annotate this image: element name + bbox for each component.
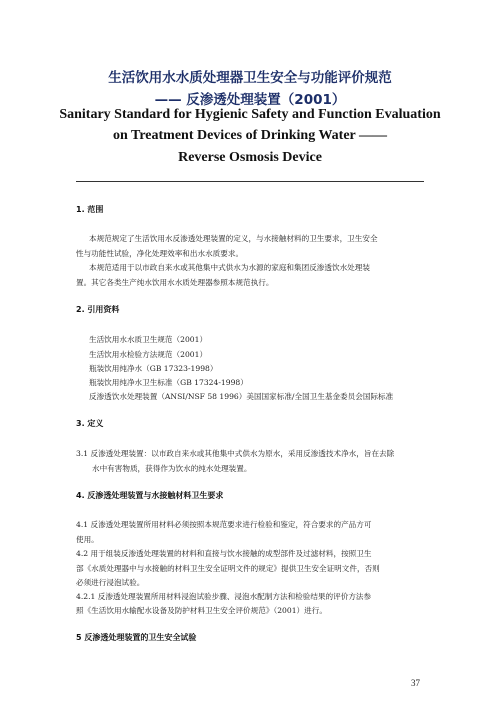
reference-item: 瓶装饮用纯净水（GB 17323-1998）	[89, 364, 218, 373]
paragraph-line: 本规范规定了生活饮用水反渗透处理装置的定义，与水接触材料的卫生要求，卫生安全	[89, 234, 378, 243]
title-en-line1: Sanitary Standard for Hygienic Safety and Function Evaluation	[59, 107, 441, 122]
paragraph-line: 必须进行浸泡试验。	[76, 578, 145, 587]
page-number: 37	[411, 678, 420, 688]
title-divider	[76, 181, 424, 182]
paragraph-line: 4.1 反渗透处理装置所用材料必须按照本规范要求进行检验和鉴定，符合要求的产品方可	[76, 520, 372, 529]
paragraph-line: 本规范适用于以市政自来水或其他集中式供水为水源的家庭和集团反渗透饮水处理装	[89, 263, 370, 272]
section-heading-safety-test: 5 反渗透处理装置的卫生安全试验	[76, 633, 197, 642]
title-en-line2: on Treatment Devices of Drinking Water ——	[112, 128, 388, 143]
paragraph-line: 置。其它各类生产纯水饮用水水质处理器参照本规范执行。	[76, 278, 274, 287]
paragraph-line: 4.2.1 反渗透处理装置所用材料浸泡试验步骤、浸泡水配制方法和检验结果的评价方法参	[76, 592, 372, 601]
paragraph-line: 性与功能性试验，净化处理效率和出水水质要求。	[76, 249, 244, 258]
title-en-line3: Reverse Osmosis Device	[178, 150, 322, 165]
section-heading-materials: 4. 反渗透处理装置与水接触材料卫生要求	[76, 491, 224, 500]
section-heading-references: 2. 引用资料	[76, 305, 120, 314]
section-heading-definitions: 3. 定义	[76, 419, 104, 428]
paragraph-line: 4.2 用于组装反渗透处理装置的材料和直接与饮水接触的成型部件及过滤材料，按照卫生	[76, 549, 372, 558]
paragraph-line: 水中有害物质，获得作为饮水的纯水处理装置。	[92, 464, 252, 473]
reference-item: 生活饮用水水质卫生规范（2001）	[89, 335, 208, 344]
title-cn-line1: 生活饮用水水质处理器卫生安全与功能评价规范	[108, 70, 392, 86]
paragraph-line: 使用。	[76, 535, 99, 544]
section-heading-scope: 1. 范围	[76, 205, 104, 214]
paragraph-line: 3.1 反渗透处理装置：以市政自来水或其他集中式供水为原水，采用反渗透技术净水，旨在去除	[76, 449, 395, 458]
reference-item: 生活饮用水检验方法规范（2001）	[89, 350, 208, 359]
reference-item: 反渗透饮水处理装置（ANSI/NSF 58 1996）美国国家标准/全国卫生基金委员会国际标准	[89, 392, 394, 401]
reference-item: 瓶装饮用纯净水卫生标准（GB 17324-1998）	[89, 378, 248, 387]
paragraph-line: 部《水质处理器中与水接触的材料卫生安全证明文件的规定》提供卫生安全证明文件，否则	[76, 564, 380, 573]
title-cn-line2: —— 反渗透处理装置（2001）	[154, 92, 346, 108]
paragraph-line: 照《生活饮用水输配水设备及防护材料卫生安全评价规范》（2001）进行。	[76, 606, 327, 615]
